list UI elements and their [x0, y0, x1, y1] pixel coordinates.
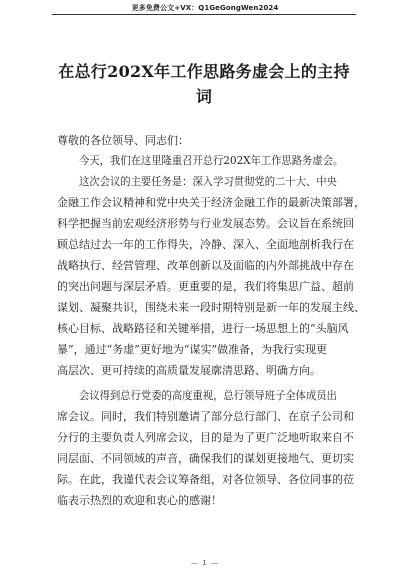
paragraph-2-line-1: 这次会议的主要任务是：深入学习贯彻党的二十大、中央 — [79, 175, 337, 188]
header-divider — [52, 14, 356, 15]
paragraph-3-line-5: 际。在此，我谨代表会议筹备组，对各位领导、各位同事的莅 — [57, 473, 354, 486]
page-number: — 1 — — [191, 559, 219, 567]
document-title-line-2: 词 — [195, 87, 213, 106]
salutation: 尊敬的各位领导、同志们： — [57, 134, 189, 147]
paragraph-2-line-5: 战略执行、经营管理、改革创新以及面临的内外部挑战中存在 — [57, 259, 354, 272]
document-title-line-1: 在总行202X年工作思路务虚会上的主持 — [58, 62, 350, 81]
paragraph-2-line-4: 顾总结过去一年的工作得失，冷静、深入、全面地剖析我行在 — [57, 238, 354, 251]
paragraph-2-line-10: 高层次、更可持续的高质量发展廓清思路、明确方向。 — [57, 364, 321, 377]
paragraph-3-line-6: 临表示热烈的欢迎和衷心的感谢！ — [57, 494, 222, 507]
paragraph-1-line-1: 今天，我们在这里隆重召开总行202X年工作思路务虚会。 — [79, 154, 344, 167]
paragraph-2-line-2: 金融工作会议精神和党中央关于经济金融工作的最新决策部署， — [57, 196, 365, 209]
paragraph-2-line-6: 的突出问题与深层矛盾。更重要的是，我们将集思广益、超前 — [57, 280, 354, 293]
paragraph-2-line-7: 谋划、凝聚共识，围绕未来一段时期特别是新一年的发展主线、 — [57, 301, 365, 314]
paragraph-2-line-9: 暴”，通过“务虚”更好地为“谋实”做准备，为我行实现更 — [57, 343, 328, 356]
header-banner: 更多免费公文+VX：Q1GeGongWen2024 — [131, 4, 279, 12]
paragraph-3-line-2: 席会议。同时，我们特别邀请了部分总行部门、在京子公司和 — [57, 410, 354, 423]
paragraph-3-line-4: 同层面、不同领域的声音，确保我们的谋划更接地气、更切实 — [57, 452, 354, 465]
paragraph-3-line-3: 分行的主要负责人列席会议，目的是为了更广泛地听取来自不 — [57, 431, 354, 444]
paragraph-3-line-1: 会议得到总行党委的高度重视，总行领导班子全体成员出 — [79, 389, 337, 402]
paragraph-2-line-3: 科学把握当前宏观经济形势与行业发展态势。会议旨在系统回 — [57, 217, 354, 230]
paragraph-2-line-8: 核心目标、战略路径和关键举措，进行一场思想上的“头脑风 — [57, 322, 349, 335]
